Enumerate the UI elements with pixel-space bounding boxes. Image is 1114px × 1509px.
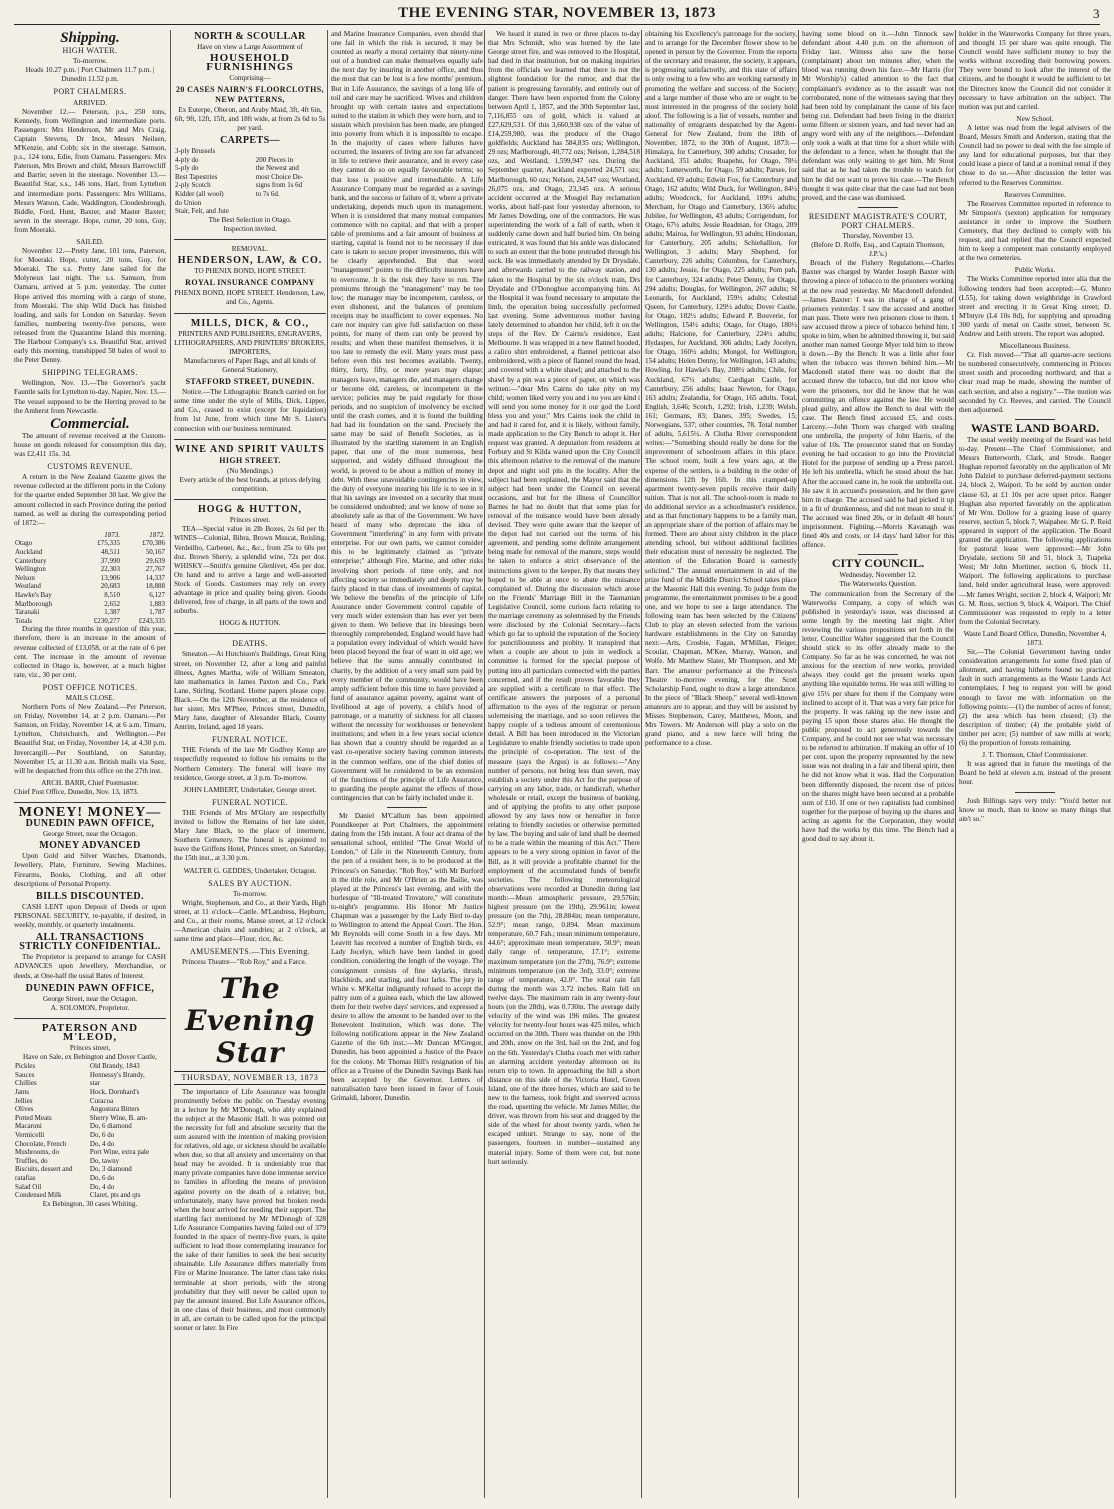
column-news xyxy=(488,30,640,1498)
column-editorial xyxy=(331,30,483,1498)
table-row xyxy=(14,548,166,557)
post-text: Northern Ports of New Zealand.—Per Peterson, on Friday, November 14, at 2 p.m. Oamaru.—Per Samson, on Friday, November 14, at 6 a.m. Timaru, Lyttelton, Christchurch, and Wellington.—Per Beautiful Star, on Friday, November 14, at 4.30 p.m. Invercargill.—Per Southland, on Saturday, November 15, at 11.30 a.m. British mails via Suez, will be despatched from this office on the 27th inst. xyxy=(14,703,166,775)
list-item xyxy=(174,199,326,208)
item-left: Biscuits, dessert and xyxy=(15,1165,73,1174)
cell-value: 1,387 xyxy=(104,608,120,617)
item-left: Jellies xyxy=(15,1096,33,1105)
cell-province: Wellington xyxy=(15,565,46,574)
public-works-heading: Public Works. xyxy=(1014,266,1056,275)
sailed-text: November 12.—Pretty Jane, 101 tons, Paterson, for Moeraki. Hope, cutter, 20 tons, Guy, for Moeraki. The s.s. Pretty Jane sailed for the Molyneux last night. The s.s. Samson, from Oamaru, arrived at 5 p.m. yesterday. The cutter Hope arrived this morning with a cargo of stone, from Moeraki. The ship Wild Duck has finished loading, and sails for London on Saturday. Seven families, numbering twenty-five persons, were released from the Quarantine Island this morning. The Harbour Company's s.s. Beautiful Star, arrived early this morning, transhipped 58 bales of wool to the Peter Denny. xyxy=(14,247,166,365)
column-divider xyxy=(798,30,799,1498)
table-row xyxy=(14,565,166,574)
sailed-heading: SAILED. xyxy=(76,237,104,246)
list-item xyxy=(14,1148,166,1157)
carpet-type: Best Tapestries xyxy=(175,172,218,181)
waste-land-heading: WASTE LAND BOARD. xyxy=(970,420,1100,435)
item-right: Hennessy's Brandy, xyxy=(89,1070,145,1079)
mills-sub: PRINTERS AND PUBLISHERS, ENGRAVERS, LITHOGRAPHERS, AND PRINTERS' BROKERS, xyxy=(174,329,326,347)
paterson-heading: PATERSON AND M'LEOD, xyxy=(41,1021,139,1043)
list-item xyxy=(14,1157,166,1166)
customs-after-text: During the three months in question of this year, therefore, there is an increase in the amount of revenue collected of £13,058, or at the rate of 6 per cent. The increase in the amount of revenue collected in Otago is, however, at a much higher rate, viz., 30 per cent. xyxy=(14,625,166,679)
nairn-big: HOUSEHOLD FURNISHINGS xyxy=(206,52,294,74)
item-right: Do, 4 do xyxy=(89,1139,115,1148)
paterson-sub: Princes street, xyxy=(69,1044,111,1053)
list-item xyxy=(174,181,326,190)
pawn-name: DUNEDIN PAWN OFFICE, xyxy=(25,982,155,994)
telegrams-heading: SHIPPING TELEGRAMS. xyxy=(42,368,138,378)
waste-land-text: The usual weekly meeting of the Board was held to-day. Present—The Chief Commissioner, and Messrs Butterworth, Clark, and Strode. Ranger Hughan reported favorably on the application of Mr John Dalziel to purchase deferred-payment sections 24, block 2, Waipori. To be sold by auction under clause 63, at £1 10s per acre upset price. Ranger Hughan also reported favorably on the application of Mr Wm. Dollow for a grazing lease of quarry reserve, section 5, block 7, Waipahee. Mr G. P. Reid appeared in support of the application. The Board granted the application. The following applications for pastoral lease were approved:—Mr John Drysdale, sections 50 and 51, block 3, Tuapeka West; Mr John Mortimer, section 6, block 11, Waipori. The following applications to purchase land, held under agricultural lease, were approved:—Mr James Wright, section 2, block 4, Waipori; Mr G. M. Ross, section 9, block 4, Waipori. The Chief Commissioner was requested to reply to a letter from the Colonial Secretary. xyxy=(959,435,1111,626)
carpet-note xyxy=(255,147,326,156)
item-right: Do, 6 do xyxy=(89,1131,115,1139)
customs-col: 1872. xyxy=(149,530,165,539)
post-sign: ARCH. BARR, Chief Postmaster. xyxy=(41,778,139,787)
city-council-text: The communication from the Secretary of the Waterworks Company, a copy of which was published in yesterday's issue, was discussed at some length by the meeting last night. After reviewing the various propositions set forth in the letter, Councillor Walter suggested that the Council should stick to its offer already made to the Company. So far as he was concerned, he was not anxious for the erection of new works, provided always they could get the present works upon anything like equitable terms. He was still willing to give 15½ per share for them if the Company were inclined to accept of it. That was a very fair price for the property. It was taking up the new issue and paying 15 upon those shares also. He thought the public proposed to act generously towards the Company, and he could not see what was necessary to be referred to arbitration. If making an offer of 10 per cent. upon the property represented by the new issue was not dealing in a fair and liberal spirit, then he did not know what it was. Had the Corporation been differently disposed, the recent rise of prices on the shares might have been secured at a probable sum of £10. If one or two capitalists had combined together for the purpose of buying up the shares and acting as agents for the Corporation, they would have had the works by this time. The Bench had a good deal to say about it. xyxy=(802,589,954,844)
ad-divider xyxy=(174,439,326,440)
masthead xyxy=(14,4,1100,22)
list-item xyxy=(14,1062,166,1071)
wine-heading: WINE AND SPIRIT VAULTS xyxy=(175,443,325,455)
carpet-note xyxy=(255,207,326,216)
item-left: Macaroni xyxy=(15,1122,42,1131)
item-left: Condensed Milk xyxy=(15,1191,62,1200)
reserves-text: The Reserves Committee reported in reference to Mr Simpson's (sexton) application for temporary assistance in order to improve the Southern Cemetery, that they declined to comply with his request, and had replied that the Council expected him to keep a competent man constantly employed at the two cemeteries. xyxy=(959,199,1111,263)
cell-value: 29,639 xyxy=(145,556,165,565)
section-rule xyxy=(1015,419,1055,420)
paterson-foot: Ex Bebington, 30 cases Whiting. xyxy=(42,1199,138,1208)
table-row xyxy=(14,539,166,548)
josh-billings: Josh Billings says very truly: "You'd better not know so much, than to know so many things that ain't so." xyxy=(959,796,1111,823)
cell-province: Marlborough xyxy=(15,599,52,608)
mills-heading: MILLS, DICK, & CO., xyxy=(190,317,310,329)
carpet-note xyxy=(255,199,326,208)
local-news-2: We heard it stated in two or three places to-day that Mrs Schmidt, who was burned by the late George street fire, and was removed to the Hospital, had died in that institution, but on making inquiries from the officials we learned that there is not the slightest foundation for the rumor, and that the patient is progressing favorably, and entirely out of danger. There have been exported from the Colony between April 1, 1857, and the 30th September last, 7,116,855 ozs of gold, which is valued at £27,629,531. Of this 3,660,938 ozs of the value of £14,259,980, was the produce of the Otago goldfields; Auckland has 584,835 ozs; Wellington, 29 ozs; Marlborough, 40,772 ozs; Nelson, 1,284,518 ozs, and Westland, 1,599,947 ozs. During the September quarter, Auckland exported 24,571 ozs; Marlborough, 60 ozs; Nelson, 24,547 ozs; Westland, 26,075 ozs, and Otago, 23,345 ozs. A serious accident occurred at the Mosgiel Bay reclamation works, about half-past four yesterday afternoon, to Mr James Dowding, one of the contractors. He was superintending the work of a fall of earth, when it suddenly came down and half buried him. On being extricated, it was found that his ankle was dislocated to such an extent that the bone protruded through his sock. He was immediately attended by Dr Drysdale, and afterwards carried to the railway station, and taken to the Hospital by the six o'clock train, Drs Drysdale and O'Donoghue accompanying him. At the Hospital it was found necessary to amputate the limb, the operation being successfully performed last evening. Some adventurous mother having lately determined to abandon her child, left it on the steps of the Rev. Dr Cairns's residence, East Melbourne. It was wrapped in a new flannel hooded, a calico shirt embroidered, a flannel petticoat also embroidered, with a piece of flannel round the head, and covered with a white shawl; and attached to the shawl by a pin was a piece of paper, on which was written:—"dear Mrs Cairns do take pity on my child; women liked verry you and i no you are kind i will send you some money for it our god the Lord bless you and your." Mrs Cairns took the child in and had it cared for, and it is likely, without family, made application to the City Bench to adopt it. Her request was granted. A deputation from residents at Forbury and St Kilda waited upon the City Council this afternoon relative to the removal of the manure depot and night soil pits in the locality. After the subject had been explained, the Mayor said that the subject had been under the Council on several occasions, and but for the illness of Councillor Barnes he had no doubt that that some plan for removal of the nuisance would have been already devised. They were quite aware that the keeper of the depot had not carried out the terms of his agreement, and pending some definite arrangement being made for removal of the manure, steps would be taken to enforce a strict observance of the instructions given to the keeper. By that means they hoped to be able at once to abate the nuisance complained of. During the discussion which arose on the Friends' Marriage Bill in the Tasmanian Legislative Council, some curious facts relating to the marriage ceremony as solemnised by the Friends were disclosed by the Colonial Secretary—facts which go far to uphold the reputation of the Society for punctiliousness and probity. It transpired that when a couple are about to join in wedlock a committee is formed for the special purpose of putting into all particulars connected with the parties concerned, and if the result proves favorable they are supplied with a certificate to that effect. The certificate answers the purposes of a personal affirmation to the eyes of the registrar or person solemnising the marriage, and so soon relieves the happy couple of a tedious amount of ceremonious detail. A Bill has been introduced in the Victorian Legislature to enable friendly societies to trade upon the principle of co-operation. The text of the measure (says the Argus) is as follows:—"Any number of persons, not being less than seven, may establish a society under this Act for the purpose of carrying on any labor, trade, or handicraft, whether wholesale or retail, except the business of banking, and of applying the profits to any other purpose allowed by any laws now or hereafter in force relating to friendly societies or otherwise permitted by law. The buying and sale of land shall be deemed to be a trade within the meaning of this Act." There appears to be a very strong opinion in favor of the Bill, as it will provide a profitable channel for the employment of the accumulated funds of benefit societies. The following meteorological observations were recorded at Dunedin during last month:—Mean atmospheric pressure, 29.576in; highest pressure (on the 19th), 29.961in; lowest pressure (on the 7th), 28.884in; mean temperature, 52.9°; mean range, 0.894. Mean maximum temperature, 60.7 Fah.; mean minimum temperature, 44.6°; approximate mean temperature, 50.9°; mean daily range of temperature, 17.1°; extreme maximum temperature (on the 27th), 76.9°; extreme minimum temperature (on the 3rd), 33.0°; extreme range of temperature, 42.0°. The total rain fall during the month was 3.72 inches. Rain fell on twelve days. The maximum rain in any twenty-four hours (on the 28th), was 0.730in. The average daily velocity of the wind was 196 miles. The greatest velocity for twenty-four hours was 425 miles, which occurred on the 30th. There was thunder on the 19th and 20th, snow on the 3rd, hail on the 2nd, and fog on the 6th. Yesterday's Clutha coach met with rather an alarming accident yesterday afternoon on its return trip to town. In approaching the hill a short distance on this side of the Victoria Hotel, Green Island, one of the three horses, which are said to be new to the harness, took fright and swerved across the road, upsetting the vehicle. Mr James Miller, the driver, was thrown from his seat and dragged by the side of the wheel for about twenty yards, when he escaped unhurt. Strange to say, none of the passengers, fourteen in number—sustained any material injury. Some of them were cut, but none hurt seriously. xyxy=(488,30,640,1166)
customs-text: A return in the New Zealand Gazette gives the revenue collected at the different ports in the Colony for the quarter ended September 30 last. We give the amount collected in each Province during the period named, as well as during the corresponding period of 1872:— xyxy=(14,473,166,527)
item-right: Do, 3 diamond xyxy=(89,1165,132,1174)
carpet-type: Kidder (all wool) xyxy=(175,190,224,198)
item-right: Do, 6 do xyxy=(89,1173,115,1182)
misc-text: Cr. Fish moved—"That all quarter-acre sections be numbered consecutively, commencing in Princes street south and proceeding northward; and that a clear road map be made, showing the number of each section, and also a registry."—The motion was seconded by Cr. Reeves, and carried. The Council then adjourned. xyxy=(959,351,1111,414)
cell-value: 37,990 xyxy=(100,556,120,565)
arrived-heading: ARRIVED. xyxy=(73,98,107,107)
section-rule xyxy=(858,554,898,555)
paterson-text: Have on Sale, ex Bebington and Dover Castle, xyxy=(23,1053,157,1062)
ad-divider xyxy=(174,499,326,500)
list-item xyxy=(14,1088,166,1097)
item-left: Truffles, do xyxy=(15,1156,48,1165)
list-item xyxy=(14,1174,166,1183)
sales-sub: To-morrow. xyxy=(233,889,267,898)
pawn-proprietor: A. SOLOMON, Proprietor. xyxy=(50,1003,130,1012)
hogg-heading: HOGG & HUTTON, xyxy=(197,504,303,516)
table-row xyxy=(14,557,166,566)
item-left: Mushrooms, do xyxy=(15,1148,59,1157)
cell-province: Canterbury xyxy=(15,556,47,565)
commercial-text: The amount of revenue received at the Custom-house on goods released for consumption this day, was £2,411 15s. 3d. xyxy=(14,431,166,459)
post-date: Chief Post Office, Dunedin, Nov. 13, 1873. xyxy=(14,787,139,796)
nairn-text: Ex Euterpe, Oberon, and Araby Maid, 3ft, 4ft 6in, 6ft, 9ft, 12ft, 15ft, and 18ft wide, at from 2s 6d to 5s per yard. xyxy=(174,105,326,132)
nairn-title: NORTH & SCOULLAR xyxy=(194,31,306,42)
carpet-type: 2-ply Scotch xyxy=(175,181,211,190)
ad-divider xyxy=(14,802,166,803)
carpet-type: do Union xyxy=(175,198,202,207)
item-right: Curacoa xyxy=(89,1096,114,1105)
carpet-note: 200 Pieces in xyxy=(255,155,294,164)
inspection: Inspection invited. xyxy=(223,224,277,233)
ad-divider xyxy=(14,1018,166,1019)
council-continued: holder in the Waterworks Company for three years, and thought 15 per share was quite enough. The Council would have sufficient money to buy the works without exceeding their borrowing powers. They were bound to look after the interest of the citizens, and he thought it would be sufficient to let the Directors know the Council did not consider it necessary to have arbitration on the subject. The motion was put and carried. xyxy=(959,30,1111,111)
item-left: Potted Meats xyxy=(15,1113,52,1122)
cell-total-label: Totals xyxy=(15,616,33,625)
item-right: Old Brandy, 1843 xyxy=(89,1062,140,1071)
mills-sub-2: IMPORTERS, xyxy=(229,347,271,356)
list-item xyxy=(14,1165,166,1174)
cell-value: 18,888 xyxy=(145,582,165,591)
city-council-heading: CITY COUNCIL. xyxy=(831,556,925,571)
cell-value: 48,511 xyxy=(101,547,120,556)
section-rule xyxy=(858,207,898,208)
deaths-text: Smeaton.—At Hutchison's Buildings, Great King street, on November 12, after a long and painful illness, Agnes Martha, wife of William Smeaton, late mathematics in James Paxton and Co., Park Lane, Stirling, Scotland. Home papers please copy. Black.—On the 12th November, at the residence of her sister, Mrs M'Phee, Princes street, Dunedin, Mary Jane, daughter of Alexander Black, County Antrim, Ireland, aged 18 years. xyxy=(174,650,326,732)
hogg-text: TEA—Special value in 2lb Boxes, 2s 6d per lb. WINES—Colonial, Bibra, Brown Muscat, Reisling, Verdeilho, Carbenet, &c., &c., from 25s to 60s per doz. Brown Sherry, a splendid wine, 72s per doz. WHISKY—Smith's genuine Glenlivet, 45s per doz. On hand and to arrive a large and well-assorted Stock of Goods. Customers may rely on every advantage in price and quality being given. Goods delivered, free of charge, in all parts of the town and suburbs. xyxy=(174,525,326,616)
item-right: Claret, pts and qts xyxy=(89,1191,141,1200)
wine-note: (No Mendings.) xyxy=(227,466,273,475)
cell-value: 8,510 xyxy=(104,590,120,599)
mills-notice: Notice.—The Lithographic Branch carried on for some time under the style of Mills, Dick, Lipper, and Co., ceased to exist (except for liquidation) from 1st June, from which time Mr S. Lister's connection with our business terminated. xyxy=(174,388,326,433)
commercial-heading: Commercial. xyxy=(50,415,130,432)
mails-close: MAILS CLOSE. xyxy=(65,693,115,702)
mills-text: Manufacturers of Paper Bags, and all kinds of General Stationery, xyxy=(183,356,317,374)
shipping-heading: Shipping. xyxy=(60,30,120,46)
waste-sign: J. T. Thomson, Chief Commissioner. xyxy=(982,751,1088,760)
column-courts xyxy=(802,30,954,1498)
waste-letter-head: Waste Land Board Office, Dunedin, November 4, 1873. xyxy=(963,629,1107,647)
list-item xyxy=(14,1105,166,1114)
carpet-type: 4-ply do xyxy=(175,155,199,164)
item-right: Do, 4 do xyxy=(89,1182,115,1191)
city-council-sub: The Waterworks Question. xyxy=(839,580,917,589)
pawn-title: DUNEDIN PAWN OFFICE, xyxy=(25,818,155,830)
high-water-heading: HIGH WATER. xyxy=(62,46,118,56)
post-heading: POST OFFICE NOTICES. xyxy=(42,682,138,692)
rm-date: Thursday, November 13. xyxy=(842,231,914,240)
dateline: THURSDAY, NOVEMBER 13, 1873 xyxy=(174,1071,326,1084)
editorial-continued: and Marine Insurance Companies, even should that one fail in which the risk is secured, it may be counted as nearly a moral certainty that ninety-nine out of a hundred can make themselves equally safe the next day by insuring in another office, and thus the most that can be lost is a few months' premium. But in Life Assurance, the savings of a long life of toil and care may be sacrificed. Wives and children brought up with certain tastes and expectations suited to the station in which they were born, and to sustain which provision has been made, are plunged into poverty from which it is impossible to escape. In the majority of cases where failures have occurred, the insurers of living are too far advanced in life to retrieve their assurance, and in every case they cannot do so on equally favourable terms; so that loss is positive and irremediable. A Life Assurance Company must be regarded as a savings bank, and the success or failure of it, where a private undertaking, depends much upon its management. When it is considered that many mutual companies commence with no capital, and that with a proper table of premiums and a fair amount of business at starting, capital is found not to be necessary if due care is taken to secure proper investments, this will be clearly apprehended. But that word "management" points to the difficulty insurers have to overcome. It is the risk they have to run. The premiums through the "management" may be too low; the manager may be incompetent, careless, or even dishonest, and the balances of premium receipts may be insufficient to cover expenses. No care nor inquiry can give full satisfaction on these points, for many of them can only be proved by results; and when these manifest themselves, it is too late to remedy the evil. Many years must pass before even this test becomes available. Twenty, thirty, forty, fifty, or more years may elapse; managers leave, managers die, and managers change or become old, careless, or incompetent in the service; policies may be paid regularly for those periods, and no suspicion of insolvency be excited until the crash comes, and it is found the building had had its foundation on the sand. Precisely the same may be said of Benefit Societies, as is illustrated by the startling statement in an English paper, that one of the most numerous, best supported, and widely diffused throughout the world, is proved to be about a million of money in debt. With these unavoidable contingencies in view, the duty of everyone insuring his life is to see in it that his savings are invested on a security that must be considered undoubted; and we know of none so absolutely safe as that of the Government. We have heard of many who deprecate the idea of Government "interfering" in any form with private enterprise. For our own parts, we cannot consider this to be legitimately claimed as "private enterprise;" although Fire, Marine, and other risks involving short periods of time only, and not affecting society so immediately and deeply may be fairly placed in that class of investments of capital. We believe the benefits of the principle of Life Assurance under Government control capable of very much wider extension than has ever yet been given to them. We believe that its blessings been thoroughly comprehended, England would have had a population every individual of which would have been placed beyond the fear of want in old age; we believe that the sums annually contributed in charity, by the addition of a very small sum paid by every member of the community, would have been amply sufficient before this time to have provided a fund of assurance against poverty, against want of livelihood at age of poverty, a child's hood of patronage, or a maturity of sickness for all classes without the necessity for workhouses or benevolent institutions; and when in a few years social science has shown that a country should be regarded as a vast co-operative society having common interests in the common welfare, one of the chief duties of Government will be considered to be an extension of the functions of the principle of Life Assurance, to guarding the people against the effects of those contingencies that can be fairly included under it. xyxy=(331,30,483,802)
carpet-type: 3-ply Brussels xyxy=(175,147,216,156)
cell-value: 14,337 xyxy=(145,573,165,582)
list-item xyxy=(14,1140,166,1149)
section-rule xyxy=(387,807,427,808)
henderson-heading: HENDERSON, LAW, & CO. xyxy=(177,255,323,267)
arrived-text: November 12.— Peterson, p.s., 250 tons, Kennedy, from Wellington and intermediate ports. Passengers: Mrs Henderson, Mr and Mrs Craig, Captain Stevens, Dr Ince, Messrs Neilsen, M'Kenzie, and Cobb; six in the steerage. Samson, p.s., 124 tons, Edie, from Oamaru. Passengers: Mrs Paterson, Mrs Brown and child, Messrs Barrowcliff and Barrie; seven in the steerage. November 13.—Beautiful Star, s.s., 146 tons, Hart, from Lyttelton and intermediate ports. Passengers: Mrs Williams, Messrs Watson, Cade, Waddington, Cloudesbrough, Biddle, Ford, Hunt, Baxter, and Master Baxter; seven in the steerage. Hope, cutter, 20 tons, Guy, from Moeraki. xyxy=(14,107,166,234)
carpet-type: Stair, Felt, and Jute xyxy=(175,207,229,216)
item-left: Jams xyxy=(15,1088,29,1097)
telegrams-text: Wellington, Nov. 13.—The Governor's yacht Fauntle sails for Lyttelton to-day. Napier, Nov. 13.—The vessel supposed to be the Herring proved to be the Amherst from Newcastle. xyxy=(14,379,166,415)
list-item xyxy=(14,1071,166,1080)
funeral-sign: JOHN LAMBERT, Undertaker, George street. xyxy=(183,785,317,794)
list-item xyxy=(14,1131,166,1140)
list-item xyxy=(174,164,326,173)
carpet-note: most Choice De- xyxy=(255,172,304,181)
cell-province: Auckland xyxy=(15,547,43,556)
nairn-cases: 20 CASES NAIRN'S FLOORCLOTHS, NEW PATTERNS, xyxy=(175,85,325,104)
item-left: Sauces xyxy=(15,1070,35,1079)
rm-text: Breach of the Fishery Regulations.—Charles Baxter was charged by Warder Joseph Baxter with throwing a piece of tobacco to the prisoners working at the new road yesterday. Mr Macdonell defended.—James Baxter: I was in charge of a gang of prisoners yesterday. I saw the accused and another man pass. There were two prisoners close to them. I saw accused throw a piece of tobacco behind him. I spoke to him, when he admitted throwing it, but said another man named George Myer told him to throw it down.—By the Bench: It was a little after four when the tobacco was thrown behind him.—Mr Macdonell stated there was no doubt that the accused threw the tobacco, but did not know who were the prisoners, nor did he know that he was committing an offence against the law. He would plead guilty, and allow the Bench to deal with the case. The Bench fined accused £5, and costs. Larceny.—John Thorn was charged with stealing one umbrella, the property of John Harris, of the value of 10s. The prosecutor stated that on Sunday evening he had occasion to go into the Provincial Hotel for the purpose of sending up a Press parcel. He left his umbrella, which he stood about the bar. After the accused came in, he took the umbrella out. He saw it in accused's possession, and he then gave him in charge. The accused said he had picked it up in a fit of drunkenness, and did not mean to steal it. The accused was fined 20s, or in default 48 hours' imprisonment. Fighting.—Morris Kavanagh was fined 40s and costs, or 14 days' hard labor for this offence. xyxy=(802,259,954,550)
carpet-note: to 7s 6d. xyxy=(255,190,280,198)
ad-divider xyxy=(174,633,326,634)
misc-heading: Miscellaneous Business. xyxy=(999,342,1071,351)
list-item xyxy=(14,1114,166,1123)
hogg-sub: Princes street. xyxy=(229,516,271,525)
section-rule xyxy=(1015,792,1055,793)
carpets-table xyxy=(174,147,326,216)
all-transactions: ALL TRANSACTIONS STRICTLY CONFIDENTIAL. xyxy=(19,932,161,953)
deaths-heading: DEATHS. xyxy=(232,639,268,649)
carpet-foot: The Best Selection in Otago. xyxy=(208,215,292,224)
new-school-heading: New School. xyxy=(1016,114,1054,123)
henderson-text: TO PHENIX BOND, HOPE STREET. xyxy=(194,267,306,276)
column-divider xyxy=(327,30,328,1498)
cell-value: £75,335 xyxy=(97,539,120,548)
item-left: Pickles xyxy=(15,1062,36,1071)
list-item xyxy=(14,1191,166,1200)
new-school-text: A letter was read from the legal advisers of the Board, Messrs Smith and Anderson, stating that the Council had no power to deal with the fee simple of any land for educational purposes, but that they could lease a piece of land at a nominal rental if they chose to do so.—After discussion the letter was referred to the Reserves Committee. xyxy=(959,123,1111,187)
page-number: 3 xyxy=(1093,6,1100,21)
money-advanced: MONEY ADVANCED xyxy=(39,840,141,852)
phenix-bond: PHENIX BOND, HOPE STREET. Henderson, Law, and Co., Agents. xyxy=(174,289,326,307)
hogg-sign: HOGG & HUTTON. xyxy=(219,619,281,628)
carpet-note: the Newest and xyxy=(255,164,299,173)
list-item xyxy=(14,1079,166,1088)
sales-heading: SALES BY AUCTION. xyxy=(208,878,292,888)
list-item xyxy=(14,1183,166,1192)
table-total-row xyxy=(14,617,166,626)
local-news: Mr Daniel M'Callum has been appointed Poundkeeper at Port Chalmers, the appointment dating from the 15th instant. A four act drama of the sensational school, entitled "The Great World of London," of Life in the Nineteenth Century, from the pen of a resident here, is to be produced at the Princess's on Saturday. "Rob Roy," with Mr Burford in the title role, and Mr O'Brien as the Bailie, was played at the Princess's last evening, and with the burlesque of "Ill-treated Trovatore," will constitute to-night's programme. His Honor Mr Justice Chapman was a passenger by the Lady Bird to-day to Wellington to attend the Appeal Court. The Hon. Mr Reynolds will come South in a few days. Mr Leavitt has received a number of English birds, ex Lady Jocelyn, which have been landed in good condition, considering the length of the voyage. The consignment consists of fine skylarks, thrush, blackbirds, and starling, and four larks. The jury in White v. M'Kellar indignantly refused to accept the paltry sum of a guinea each, which the law allowed them for their twelve days' services, and expressed a desire to allow the amount to be handed over to the Benevolent Institution, which was done. The following notifications appear in the New Zealand Gazette of the 6th inst.:—Mr Duncan M'Gregor, Dunedin, has been appointed a Justice of the Peace for the colony. Mr Thomas Hill's resignation of his office as a Trustee of the Dunedin Savings Bank has been accepted by the Governor. Letters of naturalisation have been issued in favor of Louis Grimaldi, laborer, Dunedin. xyxy=(331,811,483,1102)
cell-value: 27,767 xyxy=(145,565,165,574)
customs-table xyxy=(14,531,166,626)
item-left: Olives xyxy=(15,1105,34,1114)
rm-heading: RESIDENT MAGISTRATE'S COURT, PORT CHALMERS. xyxy=(808,211,948,230)
cell-province: Nelson xyxy=(15,573,35,582)
waste-after: It was agreed that in future the meetings of the Board be held at eleven a.m. instead of the present hour. xyxy=(959,760,1111,787)
list-item xyxy=(174,190,326,199)
cell-total: £243,335 xyxy=(138,616,165,625)
item-left: Salad Oil xyxy=(15,1182,42,1191)
cell-value: 20,683 xyxy=(100,582,120,591)
cash-lent: CASH LENT upon Deposit of Deeds or upon PERSONAL SECURITY, re-payable, if desired, in weekly, monthly, or quarterly instalments. xyxy=(14,902,166,930)
ad-divider xyxy=(174,313,326,314)
list-item xyxy=(174,147,326,156)
customs-heading: CUSTOMS REVENUE. xyxy=(47,462,133,472)
column-council xyxy=(959,30,1111,1498)
cell-value: 1,883 xyxy=(149,599,165,608)
list-item xyxy=(14,1122,166,1131)
item-left: Chocolate, French xyxy=(15,1139,67,1148)
list-item xyxy=(174,156,326,165)
ad-divider xyxy=(174,239,326,240)
list-item xyxy=(174,173,326,182)
list-item xyxy=(174,207,326,216)
table-row xyxy=(14,591,166,600)
cell-province: Taranaki xyxy=(15,608,40,617)
reserves-heading: Reserves Committee. xyxy=(1004,190,1066,199)
funeral-text: THE Friends of the late Mr Godfrey Kemp are respectfully requested to follow his remains to the Northern Cemetery. The funeral will leave my residence, George street, at 3 p.m. To-morrow. xyxy=(174,746,326,782)
funeral-heading-2: FUNERAL NOTICE. xyxy=(212,797,288,807)
court-continued: having some blood on it.—John Tinnock saw defendant about 4.40 p.m. on the afternoon of Friday last. Witness also saw the horse (complainant) about ten minutes after, when the blood was running down his face.—Mr Harris (for Mr Worship's) called attention to the fact that complainant's evidence as to the assault was not corroborated, none of the witnesses saying that they had been told by complainant the cause of his face being cut. Defendant had been living in the district some fifteen or sixteen years, and had never had an angry word with any of the neighbors.—Defendant only took a walk at that time for a short while with the defendant to a fence, when he thought that the defendant was only waiting to get him. Mr Stout said that as he had taken the trouble to watch for him he did not want to prove his case.—The Bench thought it was quite clear that the case had not been proved, and the case was dismissed. xyxy=(802,30,954,202)
city-council-date: Wednesday, November 12. xyxy=(839,571,917,580)
customs-col: 1873. xyxy=(104,530,120,539)
cell-value: 50,167 xyxy=(145,547,165,556)
port-heading: PORT CHALMERS. xyxy=(53,87,127,97)
item-right: Hock, Dornhard's xyxy=(89,1088,140,1097)
local-news-3: obtaining his Excellency's patronage for the society, and to arrange for the December flower show to be opened in person by the Governor. From the reports of the secretary and treasurer, the society, it appears, is progressing satisfactorily, and this state of affairs is only owing to a few who are working earnestly in promoting the welfare and success of the Society; and a large number of those who are or ought to be most interested in the progress of the society hold aloof. The following is a list of vessels, number and nationality of emigrants despatched by the Agent-General for New Zealand, from the 18th of November, 1872, to the 30th of August, 1873:—Himalaya, for Canterbury, 300 adults; Crusader, for Auckland, 351 adults; Ruapehu, for Otago, 78½ adults; Lutterworth, for Otago, 59 adults; Parsee, for Auckland, 69 adults; Edwin Fox, for Canterbury and Otago, 162 adults; Wild Duck, for Wellington, 84½ adults; Woodcock, for Auckland, 109½ adults; Merchant, for Otago and Canterbury, 136½ adults; Jubilee, for Wellington, 43 adults; Corrigendum, for Otago, 67½ adults; Jessie Readman, for Otago, 209 adults; Mairoa, for Wellington, 93 adults; Hindostan, for Canterbury, 205 adults; Schiehallion, for Wellington, 3 adults; Mary Shepherd, for Canterbury, 226 adults; Columbus, for Canterbury, 130 adults; Jessie, for Otago, 225 adults; Pom pah, for Canterbury, 324 adults; Peter Denny, for Otago, 294 adults; Douglas, for Wellington, 267 adults; St Leonards, for Auckland, 159½ adults; Celestial Queen, for Canterbury, 129½ adults; Dover Castle, for Otago, 182½ adults; Edward P. Bouverie, for Wellington, 154½ adults; Otago, for Otago, 180½ adults; Halcione, for Canterbury, 224½ adults; Hydaspes, for Auckland, 306 adults; Lady Jocelyn, for Otago, 160½ adults; Mongol, for Wellington, 154 adults; Helen Denny, for Wellington, 143 adults; Howling, for Hawke's Bay, 208½ adults; Chile, for Auckland, 67½ adults; Cardigan Castle, for Canterbury, 256 adults; Isaac Newton, for Otago, 163 adults; Zealandia, for Otago, 165 adults. Total, English, 3,646; Scotch, 1,292; Irish, 1,239; Welsh, 161; Germans, 83; Danes, 395; Swedes, 15; Norwegians, 537; other countries, 78. Total number of adults, 5,615½. A Clutha River correspondent writes:—"Something should really be done for the improvement of schoolroom affairs in this place. The school room, built a few years ago, at the expense of the settlers, is a building in the order of dimensions 12ft by 16ft. In this cramped-up apartment twenty-seven pupils receive their daily tuition. That is not all. The school-room is made to do additional service as a schoolmaster's residence, and as that functionary happens to be a family man, an appropriate share of the portion of affairs may be formed. There are about sixty children in the place attending school, but without additional facilities their education must of necessity be neglected. The attention of the Education Board is earnestly solicited." The annual entertainment in aid of the prize fund of the Middle District School takes place at the Masonic Hall this evening. To judge from the programme, the entertainment promises to be a good one, and we hope to see a large attendance. The following team has been selected by the Citizens' Club to play an eleven selected from the various hardware establishments in the City on Saturday next:—Arts, Crosbie, Fagan, M'Millan, Fleiger, Scoular, Chapman, M'Kee, Murray, Watson, and Wolfe. Mr Matthew Slater, Mr Thompson, and Mr Barr. The amateur performance at the Princess's Theatre to-morrow evening, for the Scott Scholarship Fund, ought to draw a large attendance. In the piece of "Black Sheep," several well-known amateurs are to appear, and they will be assisted by Misses Stephenson, Carey, Matthews, Moon, and Mrs Towers. Mr Anderson will play a solo on the grand piano, and a new farce will bring the performance to a close. xyxy=(645,30,797,748)
carpets-heading: CARPETS— xyxy=(220,134,280,146)
item-right: Do, 6 diamond xyxy=(89,1122,132,1131)
column-divider xyxy=(955,30,956,1498)
column-ads xyxy=(174,30,326,1498)
table-row xyxy=(14,608,166,617)
amusements-text: Princess Theatre—"Rob Roy," and a Farce. xyxy=(182,958,307,967)
list-item xyxy=(14,1097,166,1106)
carpet-note: signs from 1s 6d xyxy=(255,181,303,190)
masthead-title: THE EVENING STAR, NOVEMBER 13, 1873 xyxy=(398,4,716,21)
rm-before: (Before D. Rolfe, Esq., and Captain Thomson, J.P.'s.) xyxy=(811,241,945,259)
cell-value: 22,303 xyxy=(100,565,120,574)
amusements-heading: AMUSEMENTS.—This Evening. xyxy=(190,947,310,957)
table-row xyxy=(14,600,166,609)
cell-value: 1,787 xyxy=(149,608,165,617)
item-right: star xyxy=(89,1079,101,1088)
removal: REMOVAL. xyxy=(231,244,269,253)
bills-discounted: BILLS DISCOUNTED. xyxy=(36,890,144,902)
public-works-text: The Works Committee reported inter alia that the following tenders had been accepted:—G. Munro (L55), for taking down weighbridge in Crawford street and erecting it in Great King street; D. M'Intyre (L4 10s 8d), for supplying and spreading 300 yards of metal on Castle street, between St. Andrew and Leith streets. The report was adopted. xyxy=(959,275,1111,338)
high-water-sub: To-morrow. xyxy=(73,57,107,66)
editorial-text: The importance of Life Assurance was brought prominently before the public on Tuesday evening in a lecture by Mr M'Donogh, who ably explained the subject at the Masonic Hall. It was pointed out the necessity for full and absolute security that the sum assured with the intention of making provision for relatives, old age, or sickness should be available when due, so that all anxiety and uncertainty on that head may be avoided. It is undeniably true that many private companies have done immense service to families in affording the means of provision against poverty on the death of a relative; but, unfortunately, many have proved but broken reeds when the hour arrived for needing their support. The startling fact mentioned by Mr M'Donogh of 328 Life Assurance Companies having failed out of 379 founded in the space of twenty-five years, is quite sufficient to lead those contemplating insurance for the sake of their families to seek the best security obtainable. Life Assurance differs materially from Fire or Marine Insurance. The latter class take risks terminable at short periods, with the strong probability that they will never be called upon to pay the amount insured. But Life Assurance offices, in one class of their business, and most commonly in all, are certain to be called upon for the principal sooner or later. In Fire xyxy=(174,1087,326,1332)
item-right: Sherry Wine, B. am- xyxy=(89,1113,148,1122)
column-divider xyxy=(484,30,485,1498)
funeral-sign-2: WALTER G. GEDDES, Undertaker, Octagon. xyxy=(183,866,317,875)
nairn-intro: Have on view a Large Assortment of xyxy=(197,43,303,52)
customs-header-row xyxy=(14,531,166,540)
sales-text: Wright, Stephenson, and Co., at their Yards, High street, at 11 o'clock—Cattle. M'Landress, Hepburn, and Co., at their rooms, Manse street, at 12 o'clock—American chairs and sundries; at 2 o'clock, at same time and place—Flour, rice, &c. xyxy=(174,898,326,944)
item-left: Vermicelli xyxy=(15,1131,45,1139)
top-rule xyxy=(14,24,1100,25)
item-right: Port Wine, extra pale xyxy=(89,1148,149,1157)
cell-province: Otago xyxy=(15,539,33,548)
money-heading: MONEY! MONEY— xyxy=(18,805,162,820)
cell-value: 2,652 xyxy=(104,599,120,608)
wine-sub: HIGH STREET. xyxy=(219,455,281,465)
cell-value: £70,386 xyxy=(142,539,165,548)
waste-letter-text: Sir,—The Colonial Government having under consideration arrangements for some fixed plan of allotment, and having hitherto found no practical fault in such arrangements as the Waste Lands Act contemplates, I beg to request you will be good enough to favor me with information on the following points:—(1) the number of acres of forest; (2) the area which has been cleared; (3) the description of timber; (4) the probable yield of timber per acre; (5) number of saw mills at work; (6) the proportion of forests remaining. xyxy=(959,648,1111,748)
funeral-text-2: THE Friends of Mrs M'Glory are respectfully invited to follow the Remains of her late sister, Mary Jane Black, to the place of interment, Southern Cemetery. The funeral is appointed to leave the Griffens Hotel, Princes street, on Saturday, the 15th inst., at 3.30 p.m. xyxy=(174,808,326,863)
money-text: Upon Gold and Silver Watches, Diamonds, Jewellery, Plate, Furniture, Sewing Machines, Firearms, Books, Clothing, and all other descriptions of Personal Property. xyxy=(14,852,166,888)
royal-insurance: ROYAL INSURANCE COMPANY xyxy=(185,278,315,288)
mills-address: STAFFORD STREET, DUNEDIN. xyxy=(185,377,315,387)
carpet-type: 5-ply do xyxy=(175,164,199,173)
item-left: Chillies xyxy=(15,1079,37,1088)
column-news-3 xyxy=(645,30,797,1498)
column-divider xyxy=(170,30,171,1498)
high-water-times: Heads 10.27 p.m. | Port Chalmers 11.7 p.m. | Dunedin 11.52 p.m. xyxy=(25,66,155,84)
cell-province: Hawke's Bay xyxy=(15,590,52,599)
wine-text: Every article of the best brands, at prices defying competition. xyxy=(179,475,321,494)
paterson-items xyxy=(14,1062,166,1200)
cell-value: 6,127 xyxy=(149,590,165,599)
funeral-heading: FUNERAL NOTICE. xyxy=(212,735,288,745)
cell-province: Westland xyxy=(15,582,41,591)
pawn-address: George Street, near the Octagon. xyxy=(42,830,138,839)
item-left: ratafias xyxy=(15,1173,36,1182)
customs-col xyxy=(14,531,76,540)
item-right: Angostura Bitters xyxy=(89,1105,140,1114)
item-right: Do, tawny xyxy=(89,1156,120,1165)
pawn-address-2: George Street, near the Octagon. xyxy=(42,994,138,1003)
table-row xyxy=(14,574,166,583)
column-shipping xyxy=(14,30,166,1498)
table-row xyxy=(14,582,166,591)
cell-total: £230,277 xyxy=(93,616,120,625)
cell-value: 13,906 xyxy=(100,573,120,582)
nairn-comp: Comprising— xyxy=(229,74,271,83)
money-text-2: The Proprietor is prepared to arrange for CASH ADVANCES upon Jewellery, Merchandise, or deeds, at One-half the usual Rates of Interest. xyxy=(14,953,166,980)
column-divider xyxy=(641,30,642,1498)
nameplate-logo: The Evening Star xyxy=(185,972,315,1070)
